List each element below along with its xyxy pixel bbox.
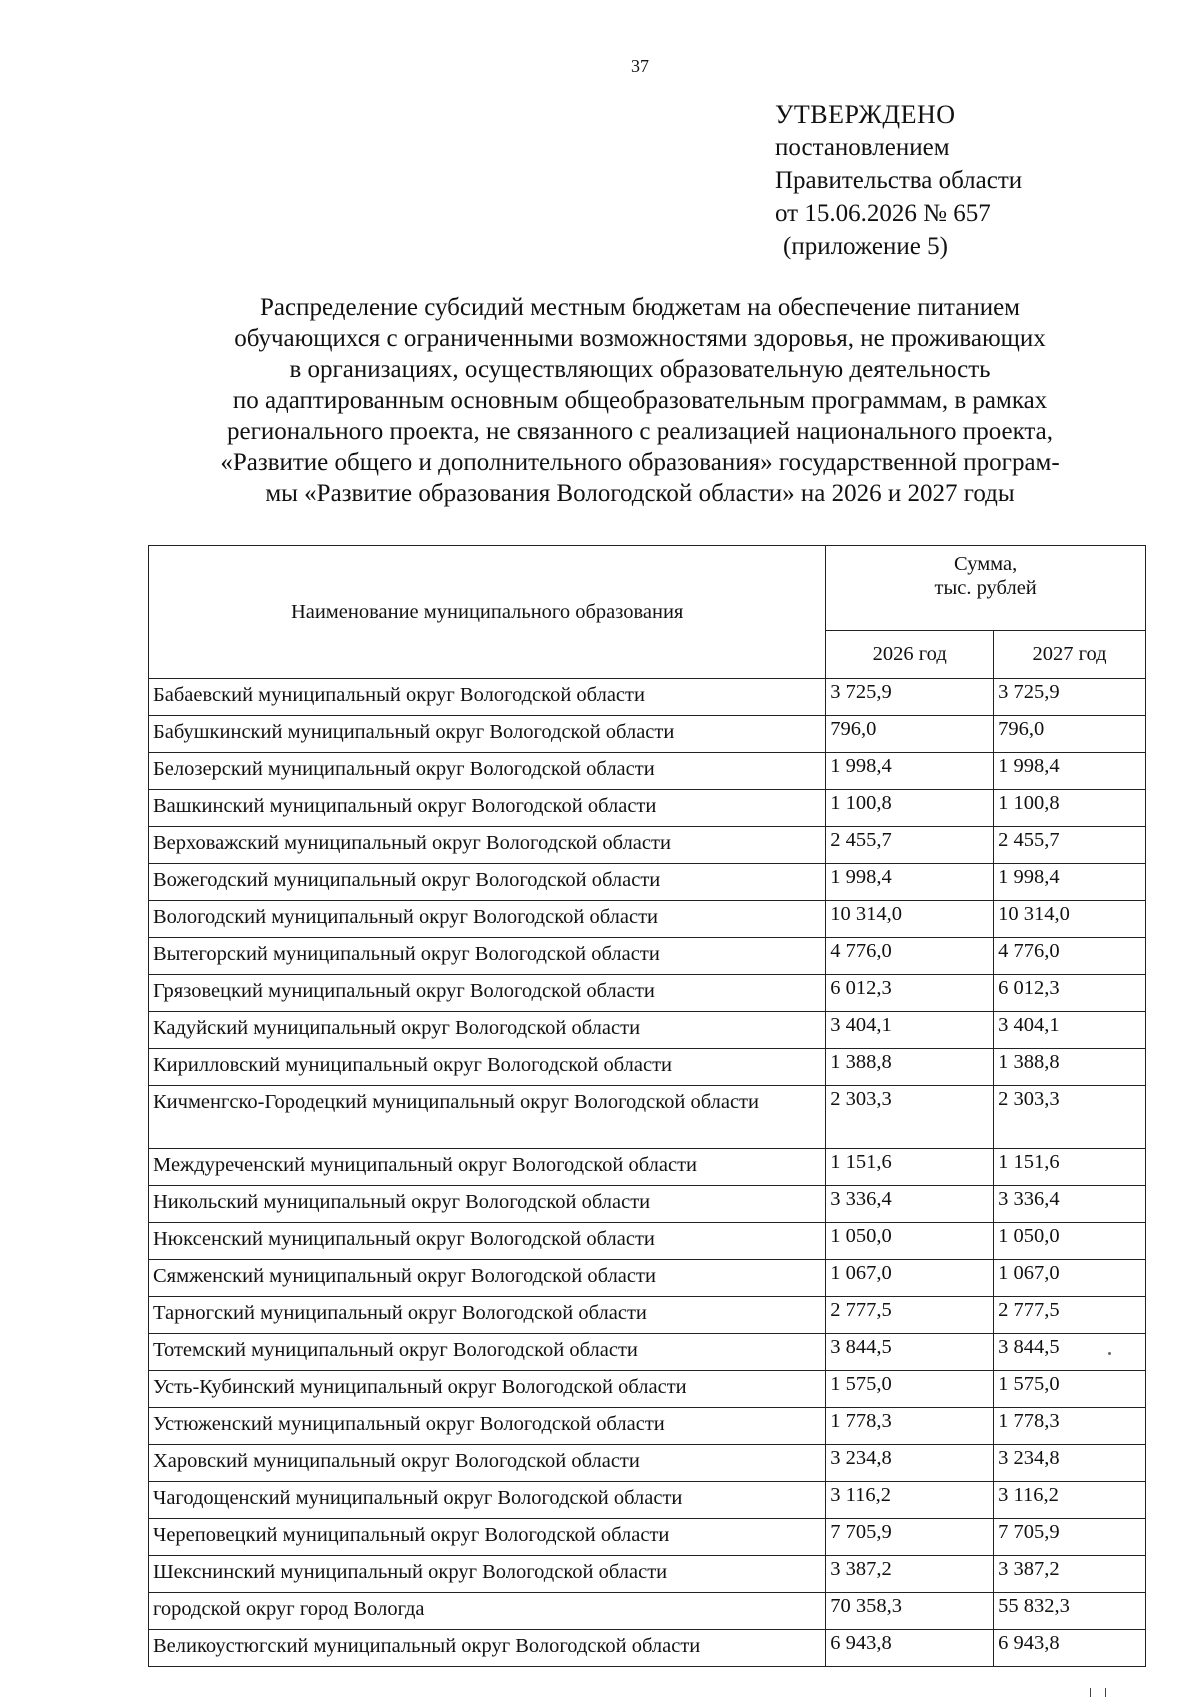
table-row [149, 753, 1146, 790]
amount-2026-cell: 1 778,3 [826, 1408, 994, 1445]
municipality-name-cell: Чагодощенский муниципальный округ Вологодской области [149, 1482, 826, 1519]
amount-2027-cell: 6 943,8 [994, 1630, 1146, 1667]
amount-2026-cell: 7 705,9 [826, 1519, 994, 1556]
municipality-name-cell: Кичменгско-Городецкий муниципальный округ Вологодской области [149, 1086, 826, 1149]
table-row [149, 1556, 1146, 1593]
amount-2026-cell: 3 404,1 [826, 1012, 994, 1049]
table-row [149, 1260, 1146, 1297]
table-row [149, 1371, 1146, 1408]
municipality-name-cell: Кирилловский муниципальный округ Вологодской области [149, 1049, 826, 1086]
amount-2026-cell: 2 455,7 [826, 827, 994, 864]
table-row [149, 1630, 1146, 1667]
amount-2026-cell: 3 387,2 [826, 1556, 994, 1593]
amount-2026-cell: 1 388,8 [826, 1049, 994, 1086]
amount-2026-cell: 10 314,0 [826, 901, 994, 938]
municipality-name-cell: Кадуйский муниципальный округ Вологодской области [149, 1012, 826, 1049]
approval-block [775, 98, 1022, 263]
amount-2026-cell: 1 067,0 [826, 1260, 994, 1297]
approval-annex: (приложение 5) [783, 233, 948, 260]
amount-2027-cell: 3 725,9 [994, 679, 1146, 716]
header-municipality: Наименование муниципального образования [149, 546, 826, 679]
amount-2026-cell: 6 012,3 [826, 975, 994, 1012]
amount-2026-cell: 3 116,2 [826, 1482, 994, 1519]
amount-2027-cell: 2 777,5 [994, 1297, 1146, 1334]
municipality-name-cell: Сямженский муниципальный округ Вологодской области [149, 1260, 826, 1297]
municipality-name-cell: Никольский муниципальный округ Вологодской области [149, 1186, 826, 1223]
municipality-name-cell: Шекснинский муниципальный округ Вологодской области [149, 1556, 826, 1593]
header-year-2027: 2027 год [994, 630, 1146, 678]
municipality-name-cell: Междуреченский муниципальный округ Вологодской области [149, 1149, 826, 1186]
amount-2027-cell: 1 151,6 [994, 1149, 1146, 1186]
table-row [149, 1593, 1146, 1630]
table-row [149, 827, 1146, 864]
amount-2026-cell: 4 776,0 [826, 938, 994, 975]
amount-2027-cell: 3 336,4 [994, 1186, 1146, 1223]
table-row [149, 679, 1146, 716]
municipality-name-cell: Вытегорский муниципальный округ Вологодской области [149, 938, 826, 975]
amount-2026-cell: 1 998,4 [826, 864, 994, 901]
municipality-name-cell: городской округ город Вологда [149, 1593, 826, 1630]
amount-2026-cell: 1 151,6 [826, 1149, 994, 1186]
amount-2026-cell: 3 725,9 [826, 679, 994, 716]
amount-2027-cell: 55 832,3 [994, 1593, 1146, 1630]
municipality-name-cell: Тарногский муниципальный округ Вологодской области [149, 1297, 826, 1334]
amount-2026-cell: 1 050,0 [826, 1223, 994, 1260]
amount-2027-cell: 3 234,8 [994, 1445, 1146, 1482]
table-row [149, 1519, 1146, 1556]
amount-2026-cell: 3 844,5 [826, 1334, 994, 1371]
amount-2027-cell: 1 388,8 [994, 1049, 1146, 1086]
approval-stamp: УТВЕРЖДЕНО [775, 100, 956, 129]
municipality-name-cell: Бабаевский муниципальный округ Вологодской области [149, 679, 826, 716]
amount-2027-cell: 1 998,4 [994, 864, 1146, 901]
amount-2027-cell: 796,0 [994, 716, 1146, 753]
municipality-name-cell: Бабушкинский муниципальный округ Вологодской области [149, 716, 826, 753]
document-title [160, 292, 1120, 509]
amount-2026-cell: 70 358,3 [826, 1593, 994, 1630]
amount-2026-cell: 6 943,8 [826, 1630, 994, 1667]
amount-2026-cell: 1 575,0 [826, 1371, 994, 1408]
table-row [149, 1086, 1146, 1149]
amount-2027-cell: 1 778,3 [994, 1408, 1146, 1445]
amount-2027-cell: 10 314,0 [994, 901, 1146, 938]
table-body [149, 679, 1146, 1667]
scan-speck [1108, 1352, 1111, 1355]
amount-2027-cell: 6 012,3 [994, 975, 1146, 1012]
amount-2026-cell: 3 234,8 [826, 1445, 994, 1482]
table-row [149, 1012, 1146, 1049]
municipality-name-cell: Великоустюгский муниципальный округ Вологодской области [149, 1630, 826, 1667]
amount-2027-cell: 2 303,3 [994, 1086, 1146, 1149]
amount-2027-cell: 3 404,1 [994, 1012, 1146, 1049]
table-row [149, 864, 1146, 901]
table-row [149, 938, 1146, 975]
municipality-name-cell: Усть-Кубинский муниципальный округ Вологодской области [149, 1371, 826, 1408]
table-row [149, 1049, 1146, 1086]
municipality-name-cell: Белозерский муниципальный округ Вологодской области [149, 753, 826, 790]
amount-2027-cell: 1 998,4 [994, 753, 1146, 790]
amount-2027-cell: 3 387,2 [994, 1556, 1146, 1593]
title-line: регионального проекта, не связанного с реализацией национального проекта, [226, 418, 1053, 445]
amount-2027-cell: 1 067,0 [994, 1260, 1146, 1297]
header-sum-line-2: тыс. рублей [934, 577, 1037, 599]
approval-line-3: от 15.06.2026 № 657 [775, 200, 991, 227]
table-row [149, 1334, 1146, 1371]
municipality-name-cell: Вожегодский муниципальный округ Вологодской области [149, 864, 826, 901]
municipality-name-cell: Верховажский муниципальный округ Вологодской области [149, 827, 826, 864]
amount-2026-cell: 3 336,4 [826, 1186, 994, 1223]
table-row [149, 716, 1146, 753]
header-sum-line-1: Сумма, [954, 553, 1018, 575]
title-line: Распределение субсидий местным бюджетам на обеспечение питанием [260, 294, 1020, 321]
table-row [149, 1149, 1146, 1186]
municipality-name-cell: Вашкинский муниципальный округ Вологодской области [149, 790, 826, 827]
table-row [149, 1223, 1146, 1260]
approval-line-2: Правительства области [775, 167, 1023, 194]
municipality-name-cell: Грязовецкий муниципальный округ Вологодской области [149, 975, 826, 1012]
title-line: в организациях, осуществляющих образовательную деятельность [289, 356, 991, 383]
municipality-name-cell: Тотемский муниципальный округ Вологодской области [149, 1334, 826, 1371]
municipality-name-cell: Харовский муниципальный округ Вологодской области [149, 1445, 826, 1482]
municipality-name-cell: Нюксенский муниципальный округ Вологодской области [149, 1223, 826, 1260]
approval-line-1: постановлением [775, 134, 950, 161]
table-row [149, 790, 1146, 827]
subsidy-distribution-table [148, 545, 1146, 1667]
table-row [149, 975, 1146, 1012]
amount-2026-cell: 2 303,3 [826, 1086, 994, 1149]
title-line: «Развитие общего и дополнительного образования» государственной програм- [220, 449, 1060, 476]
table-row [149, 1482, 1146, 1519]
title-line: обучающихся с ограниченными возможностями здоровья, не проживающих [234, 325, 1046, 352]
table-row [149, 1186, 1146, 1223]
amount-2027-cell: 1 050,0 [994, 1223, 1146, 1260]
amount-2027-cell: 3 116,2 [994, 1482, 1146, 1519]
amount-2027-cell: 4 776,0 [994, 938, 1146, 975]
page-number: 37 [631, 56, 649, 76]
municipality-name-cell: Устюженский муниципальный округ Вологодской области [149, 1408, 826, 1445]
title-line: по адаптированным основным общеобразовательным программам, в рамках [232, 387, 1048, 414]
amount-2026-cell: 1 998,4 [826, 753, 994, 790]
amount-2027-cell: 1 100,8 [994, 790, 1146, 827]
header-sum [826, 546, 1146, 631]
amount-2027-cell: 3 844,5 [994, 1334, 1146, 1371]
amount-2027-cell: 2 455,7 [994, 827, 1146, 864]
header-year-2026: 2026 год [826, 630, 994, 678]
municipality-name-cell: Череповецкий муниципальный округ Вологодской области [149, 1519, 826, 1556]
title-line: мы «Развитие образования Вологодской области» на 2026 и 2027 годы [265, 480, 1015, 507]
amount-2026-cell: 2 777,5 [826, 1297, 994, 1334]
amount-2026-cell: 1 100,8 [826, 790, 994, 827]
table-row [149, 1408, 1146, 1445]
table-row [149, 1297, 1146, 1334]
municipality-name-cell: Вологодский муниципальный округ Вологодской области [149, 901, 826, 938]
table-row [149, 1445, 1146, 1482]
scan-edge-mark [1090, 1688, 1106, 1697]
amount-2026-cell: 796,0 [826, 716, 994, 753]
amount-2027-cell: 7 705,9 [994, 1519, 1146, 1556]
table-row [149, 901, 1146, 938]
amount-2027-cell: 1 575,0 [994, 1371, 1146, 1408]
